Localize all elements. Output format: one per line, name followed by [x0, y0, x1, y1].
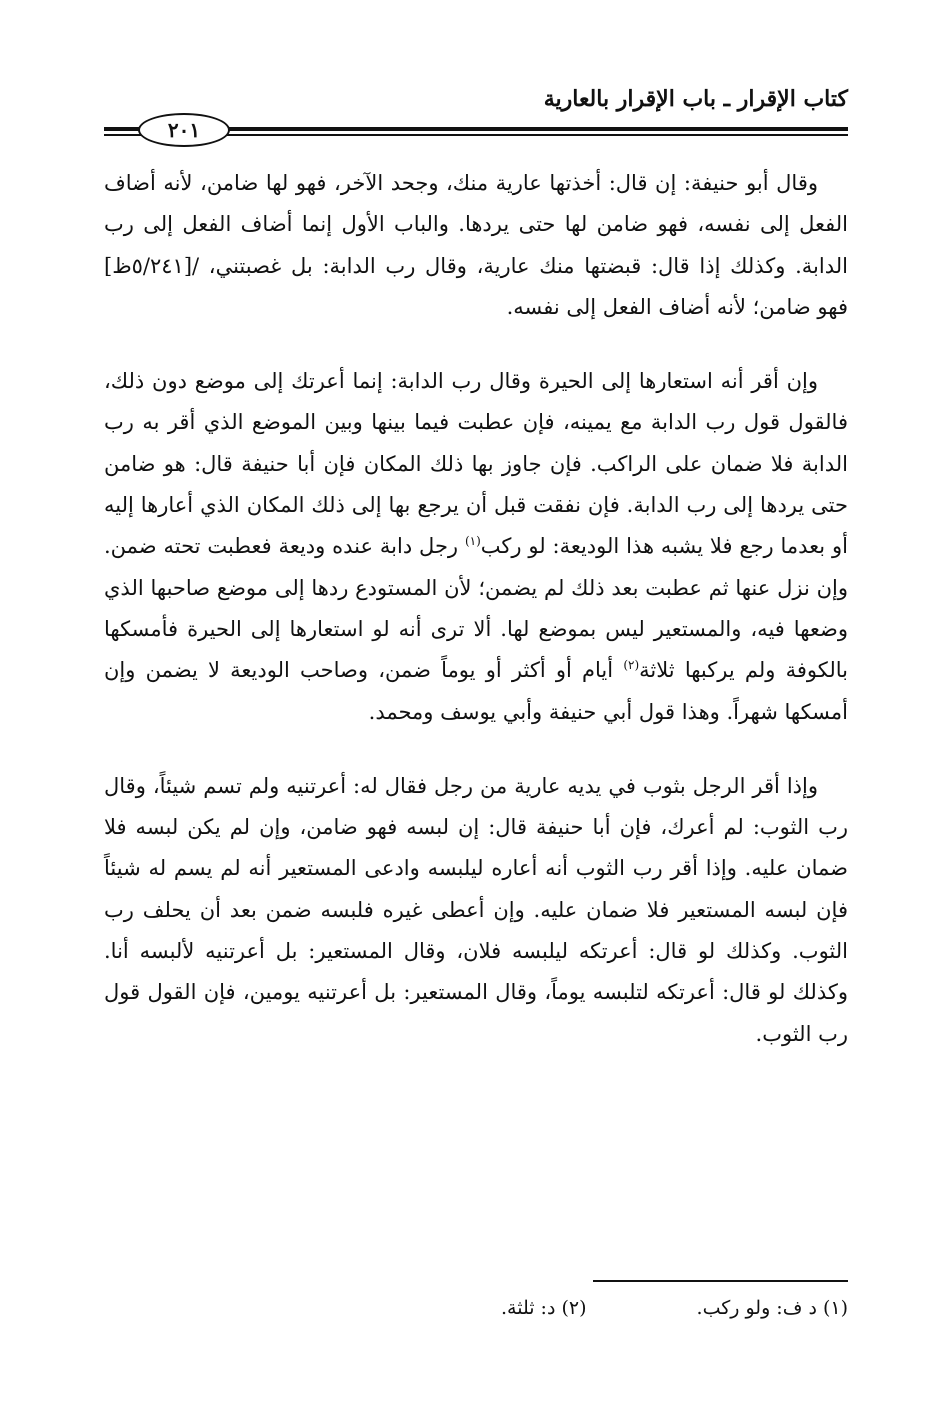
paragraph-2-part-3: أيام أو أكثر أو يوماً ضمن، وصاحب الوديعة لا يضمن وإن أمسكها شهراً. وهذا قول أبي حنيفة وأبي يوسف ومحمد.: [104, 658, 848, 724]
footnote-ref-1: (١): [464, 534, 481, 549]
main-text: [104, 163, 848, 1055]
footnote-separator: [593, 1280, 848, 1282]
page-number-badge: ٢٠١: [138, 113, 230, 147]
paragraph-1: وقال أبو حنيفة: إن قال: أخذتها عارية منك، وجحد الآخر، فهو لها ضامن، لأنه أضاف الفعل إلى نفسه، فهو ضامن لها حتى يردها. والباب الأول إنما أضاف الفعل إلى رب الدابة. وكذلك إذا قال: قبضتها منك عارية، وقال رب الدابة: بل غصبتني، /[٥/٢٤١ظ] فهو ضامن؛ لأنه أضاف الفعل إلى نفسه.: [104, 171, 848, 319]
paragraph-2-part-1: وإن أقر أنه استعارها إلى الحيرة وقال رب الدابة: إنما أعرتك إلى موضع دون ذلك، فالقول قول رب الدابة مع يمينه، فإن عطبت فيما بينها وبين الموضع الذي أقر به رب الدابة فلا ضمان على الراكب. فإن جاوز بها ذلك المكان فإن أبا حنيفة قال: هو ضامن حتى يردها إلى رب الدابة. فإن نفقت قبل أن يرجع بها إلى ذلك المكان الذي أعارها إليه أو بعدما رجع فلا يشبه هذا الوديعة: لو ركب: [104, 369, 848, 559]
footnote-1: (١) د ف: ولو ركب.: [696, 1297, 848, 1319]
running-header-title: كتاب الإقرار ـ باب الإقرار بالعارية: [543, 86, 848, 112]
paragraph-2: [104, 361, 848, 733]
footnote-2: (٢) د: ثلثة.: [500, 1297, 587, 1319]
paragraph-2-part-2: رجل دابة عنده وديعة فعطبت تحته ضمن. وإن نزل عنها ثم عطبت بعد ذلك لم يضمن؛ لأن المستودع ردها إلى موضع صاحبها الذي وضعها فيه، والمستعير ليس بموضع لها. ألا ترى أنه لو استعارها إلى الحيرة فأمسكها بالكوفة ولم يركبها ثلاثة: [104, 534, 848, 683]
footnotes: [104, 1297, 848, 1319]
paragraph-3: وإذا أقر الرجل بثوب في يديه عارية من رجل فقال له: أعرتنيه ولم تسم شيئاً، وقال رب الثوب: لم أعرك، فإن أبا حنيفة قال: إن لبسه فهو ضامن، وإن لم يكن لبسه فلا ضمان عليه. وإذا أقر رب الثوب أنه أعاره ليلبسه وادعى المستعير أنه لم يسم له شيئاً فإن لبسه المستعير فلا ضمان عليه. وإن أعطى غيره فلبسه ضمن بعد أن يحلف رب الثوب. وكذلك لو قال: أعرتكه ليلبسه فلان، وقال المستعير: بل أعرتنيه لألبسه أنا. وكذلك لو قال: أعرتكه لتلبسه يوماً، وقال المستعير: بل أعرتنيه يومين، فإن القول قول رب الثوب.: [104, 773, 848, 1046]
footnote-ref-2: (٢): [623, 658, 640, 673]
